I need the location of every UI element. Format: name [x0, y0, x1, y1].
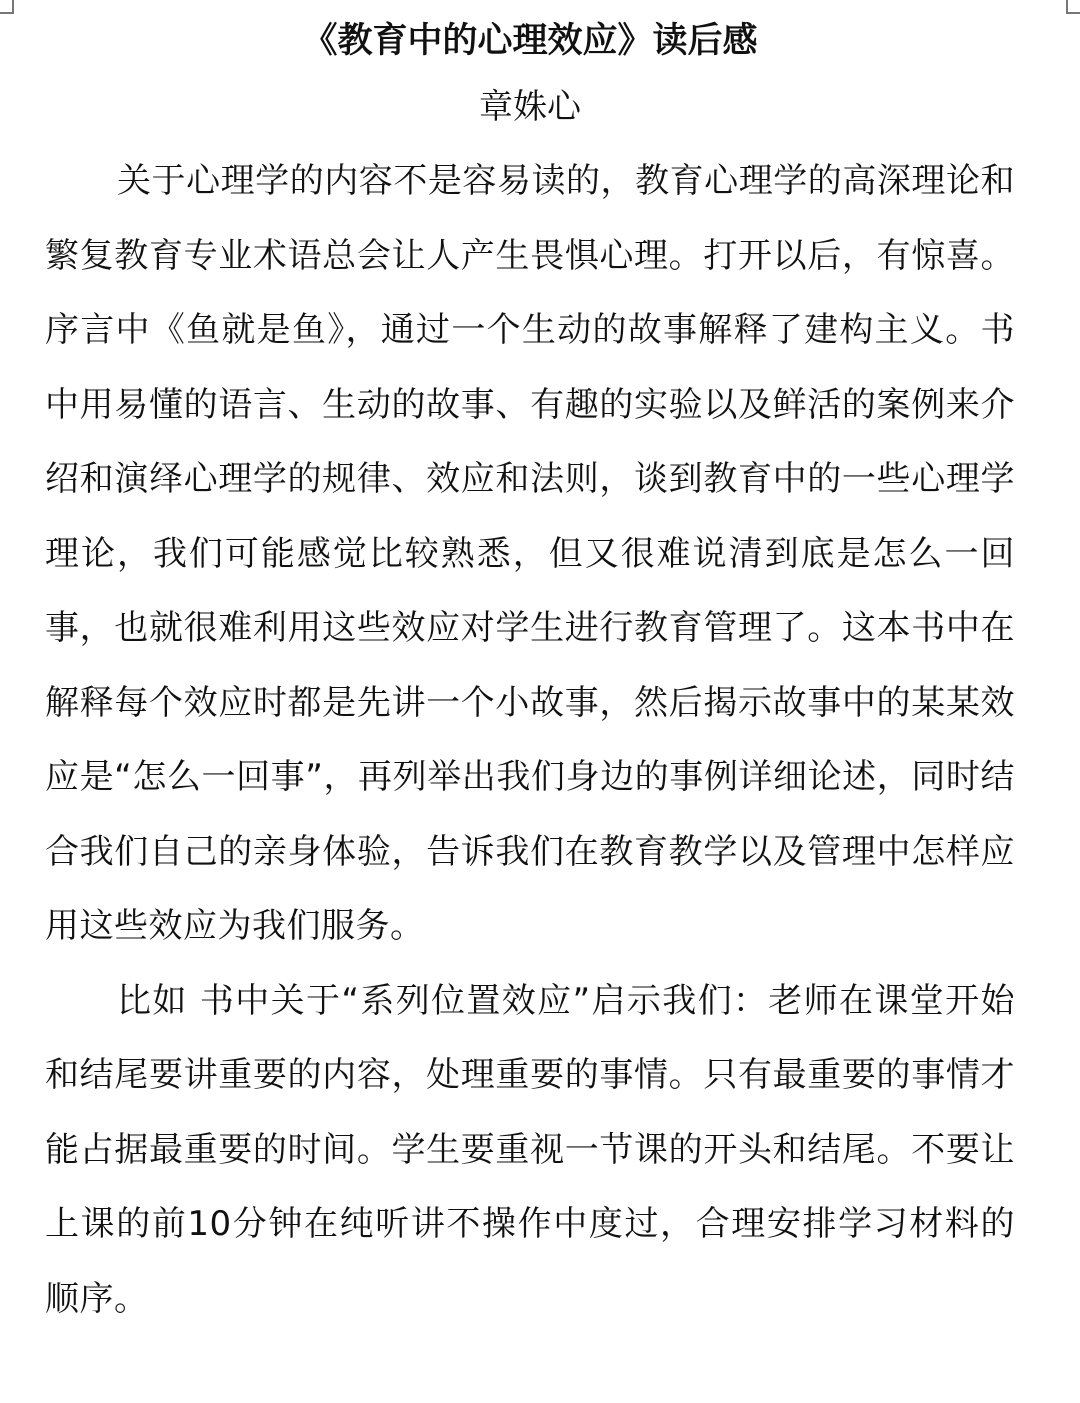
document-page: [45, 12, 1015, 1336]
corner-mark-right: [1066, 0, 1080, 14]
document-title: 《教育中的心理效应》读后感: [302, 21, 758, 61]
paragraph-2: 比如 书中关于“系列位置效应”启示我们：老师在课堂开始和结尾要讲重要的内容，处理重要的事情。只有最重要的事情才能占据最重要的时间。学生要重视一节课的开头和结尾。不要让上课的前10分钟在纯听讲不操作中度过，合理安排学习材料的顺序。: [45, 980, 1015, 1319]
paragraph-1: 关于心理学的内容不是容易读的，教育心理学的高深理论和繁复教育专业术语总会让人产生畏惧心理。打开以后，有惊喜。序言中《鱼就是鱼》，通过一个生动的故事解释了建构主义。书中用易懂的语言、生动的故事、有趣的实验以及鲜活的案例来介绍和演绎心理学的规律、效应和法则，谈到教育中的一些心理学理论，我们可能感觉比较熟悉，但又很难说清到底是怎么一回事，也就很难利用这些效应对学生进行教育管理了。这本书中在解释每个效应时都是先讲一个小故事，然后揭示故事中的某某效应是“怎么一回事”，再列举出我们身边的事例详细论述，同时结合我们自己的亲身体验，告诉我们在教育教学以及管理中怎样应用这些效应为我们服务。: [45, 161, 1015, 946]
corner-mark-left: [0, 0, 14, 14]
document-author: 章姝心: [479, 87, 581, 127]
